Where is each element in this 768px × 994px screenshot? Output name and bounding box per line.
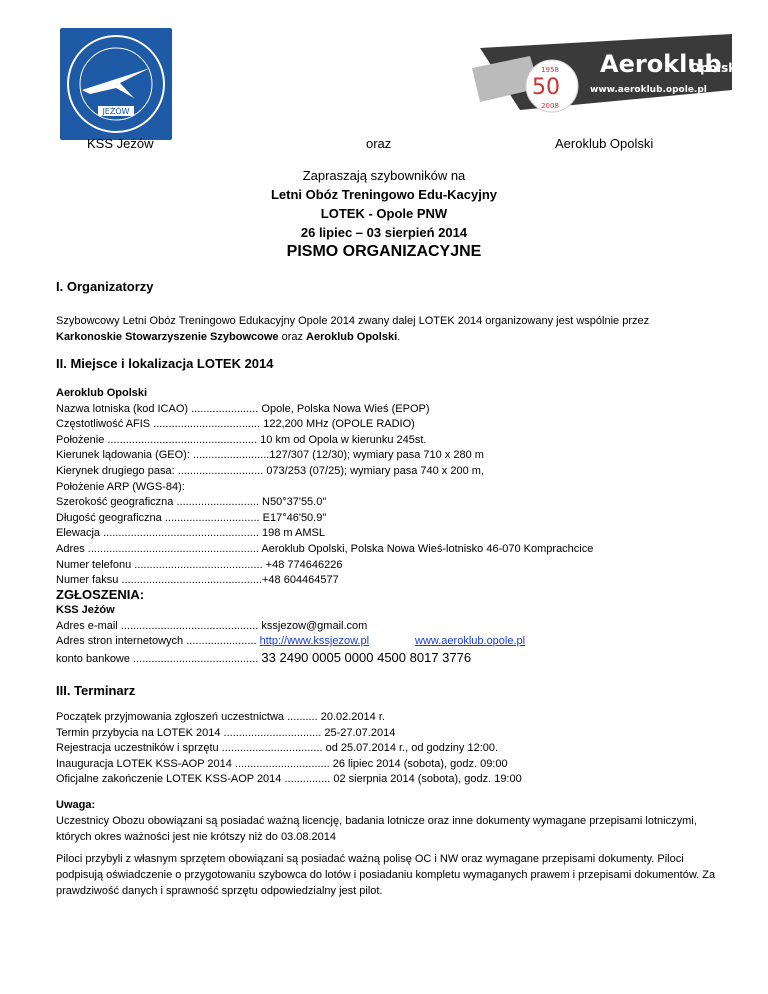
note2-text: Piloci przybyli z własnym sprzętem obowiązani są posiadać ważną polisę OC i NW oraz wymagane przepisami dokumenty. Piloci podpisują oświadczenie o przygotowaniu szybowca do lotów i posiadaniu kompletu wymaganych prawem i przepisami dokumentów. Za prawdziwość danych i sprawność sprzętu odpowiedzialny jest pilot. xyxy=(56,853,716,897)
glider-icon xyxy=(82,68,150,98)
section1-text-c: oraz xyxy=(278,331,307,343)
svg-text:Aeroklub: Aeroklub xyxy=(600,50,722,78)
aeroklub-link[interactable]: www.aeroklub.opole.pl xyxy=(415,635,526,648)
section1-org2: Aeroklub Opolski xyxy=(306,331,398,343)
section1-org1: Karkonoskie Stowarzyszenie Szybowcowe xyxy=(56,331,279,343)
kss-logo-bottom-text: JEŻÓW xyxy=(102,107,130,116)
list-item: Położenie ................................................. 10 km od Opola w kierunku 245st. xyxy=(56,433,427,446)
right-org: Aeroklub Opolski xyxy=(555,136,654,151)
list-item: Początek przyjmowania zgłoszeń uczestnictwa .......... 20.02.2014 r. xyxy=(56,711,385,723)
aeroklub-logo xyxy=(470,28,732,120)
bank-account: 33 2490 0005 0000 4500 8017 3776 xyxy=(261,649,472,665)
list-item: Długość geograficzna ............................... E17°46'50.9" xyxy=(56,511,327,524)
list-item: Oficjalne zakończenie LOTEK KSS-AOP 2014 ............... 02 sierpnia 2014 (sobota), godz. 19:00 xyxy=(56,773,522,786)
zgloszenia-heading: ZGŁOSZENIA: xyxy=(56,587,145,602)
svg-text:www.aeroklub.opole.pl: www.aeroklub.opole.pl xyxy=(590,85,707,95)
section2-heading: II. Miejsce i lokalizacja LOTEK 2014 xyxy=(56,356,274,371)
zgloszenia-sub: KSS Jeżów xyxy=(56,604,115,616)
section1-text-a: Szybowcowy Letni Obóz Treningowo Edukacyjny Opole 2014 zwany dalej LOTEK 2014 organizowany jest wspólnie przez xyxy=(56,315,650,327)
list-item: Inauguracja LOTEK KSS-AOP 2014 ............................... 26 lipiec 2014 (sobota), godz. 09:00 xyxy=(56,757,508,770)
invite-line2: Letni Obóz Treningowo Edu-Kacyjny xyxy=(270,187,498,202)
middle-word: oraz xyxy=(366,136,392,151)
list-item: Częstotliwość AFIS ................................... 122,200 MHz (OPOLE RADIO) xyxy=(56,418,415,431)
list-item: Rejestracja uczestników i sprzętu ................................. od 25.07.2014 r., od godziny 12:00. xyxy=(56,742,499,755)
list-item: Termin przybycia na LOTEK 2014 ................................ 25-27.07.2014 xyxy=(56,726,396,739)
section3-heading: III. Terminarz xyxy=(56,683,136,698)
list-item: Numer faksu ..............................................+48 604464577 xyxy=(56,574,339,587)
list-item: Szerokość geograficzna ........................... N50°37'55.0" xyxy=(56,496,327,509)
zgloszenia-rows xyxy=(56,603,525,667)
kss-logo xyxy=(60,28,172,140)
list-item: Kierunek lądowania (GEO): .........................127/307 (12/30); wymiary pasa 710 x 280 m xyxy=(56,449,484,462)
list-item: Położenie ARP (WGS-84): xyxy=(56,480,185,493)
www-row: Adres stron internetowych ....................... http://www.kssjezow.pl www.aeroklub.opole.pl xyxy=(56,635,526,648)
invite-line1: Zapraszają szybowników na xyxy=(302,168,466,183)
note-block xyxy=(56,797,716,845)
list-item: Elewacja ................................................... 198 m AMSL xyxy=(56,527,325,540)
email-row: Adres e-mail ............................................. kssjezow@gmail.com xyxy=(56,619,368,632)
email-value[interactable]: kssjezow@gmail.com xyxy=(261,619,368,632)
doc-title: PISMO ORGANIZACYJNE xyxy=(286,243,482,260)
list-item: Nazwa lotniska (kod ICAO) ...................... Opole, Polska Nowa Wieś (EPOP) xyxy=(56,402,430,415)
list-item: Adres ........................................................ Aeroklub Opolski, Polska Nowa Wieś-lotnisko 46-070 Komprachcice xyxy=(56,542,594,555)
list-item: Numer telefonu .......................................... +48 774646226 xyxy=(56,558,343,571)
svg-text:1958: 1958 xyxy=(541,66,559,74)
section2-rows xyxy=(56,386,593,589)
note-text: Uczestnicy Obozu obowiązani są posiadać ważną licencję, badania lotnicze oraz inne dokumenty wymagane przepisami lotniczymi, których okres ważności jest nie krótszy niż do 03.08.2014 xyxy=(56,815,697,843)
bank-row: konto bankowe ......................................... 33 2490 0005 0000 4500 8017 3776 xyxy=(56,649,472,665)
section1-heading: I. Organizatorzy xyxy=(56,279,154,294)
svg-text:2008: 2008 xyxy=(541,102,559,110)
section1-text-e: . xyxy=(397,331,401,343)
section2-sub: Aeroklub Opolski xyxy=(56,387,148,399)
invite-line3: LOTEK - Opole PNW xyxy=(320,206,448,221)
kss-link[interactable]: http://www.kssjezow.pl xyxy=(259,635,370,648)
note-heading: Uwaga: xyxy=(56,799,96,811)
svg-text:50: 50 xyxy=(532,75,560,100)
list-item: Kierynek drugiego pasa: ............................ 073/253 (07/25); wymiary pasa 740 x 200 m, xyxy=(56,464,484,477)
invite-line4: 26 lipiec – 03 sierpień 2014 xyxy=(300,225,468,240)
section1-text xyxy=(56,313,716,345)
left-org: KSS Jeżów xyxy=(87,136,154,151)
invite-block xyxy=(0,166,768,242)
section3-rows xyxy=(56,710,522,788)
svg-text:Opolski: Opols xyxy=(690,61,729,75)
